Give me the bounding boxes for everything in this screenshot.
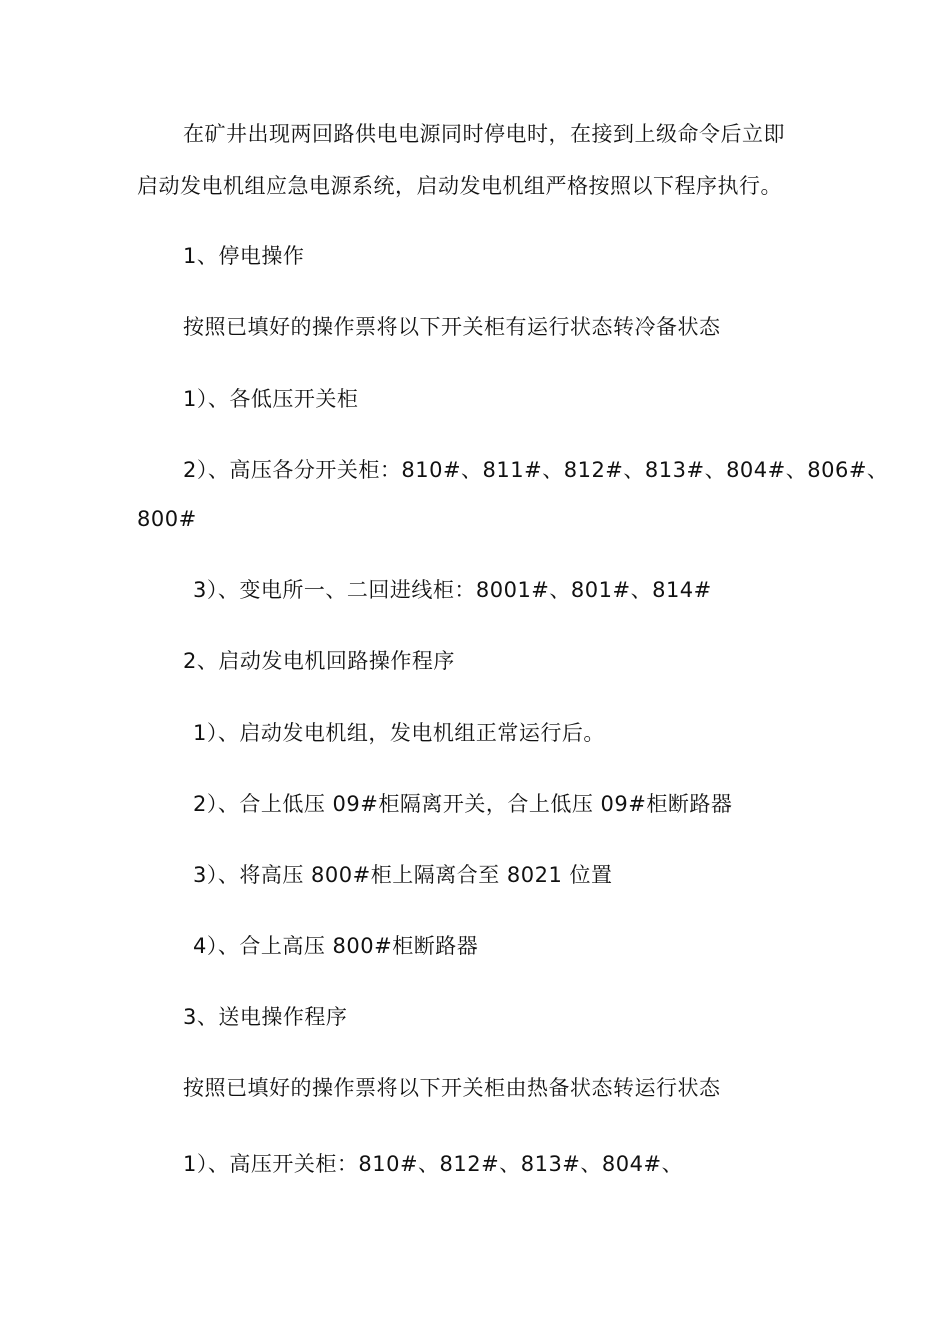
section1-item2-line2: 800# (137, 507, 197, 531)
section2-item4: 4）、合上高压 800#柜断路器 (193, 934, 479, 958)
section1-item1: 1）、各低压开关柜 (183, 387, 359, 411)
section2-item3: 3）、将高压 800#柜上隔离合至 8021 位置 (193, 863, 613, 887)
section3-item1: 1）、高压开关柜：810#、812#、813#、804#、 (183, 1152, 684, 1176)
section3-heading: 3、送电操作程序 (183, 1005, 348, 1029)
section1-heading: 1、停电操作 (183, 244, 305, 268)
section1-item3: 3）、变电所一、二回进线柜：8001#、801#、814# (193, 578, 712, 602)
section1-instruction: 按照已填好的操作票将以下开关柜有运行状态转冷备状态 (183, 315, 721, 339)
section2-heading: 2、启动发电机回路操作程序 (183, 649, 455, 673)
section1-item2-line1: 2）、高压各分开关柜：810#、811#、812#、813#、804#、806#、 (183, 458, 889, 482)
section3-instruction: 按照已填好的操作票将以下开关柜由热备状态转运行状态 (183, 1076, 721, 1100)
intro-paragraph-line1: 在矿井出现两回路供电电源同时停电时，在接到上级命令后立即 (183, 122, 785, 146)
section2-item2: 2）、合上低压 09#柜隔离开关，合上低压 09#柜断路器 (193, 792, 733, 816)
section2-item1: 1）、启动发电机组，发电机组正常运行后。 (193, 721, 605, 745)
intro-paragraph-line2: 启动发电机组应急电源系统，启动发电机组严格按照以下程序执行。 (137, 174, 782, 198)
